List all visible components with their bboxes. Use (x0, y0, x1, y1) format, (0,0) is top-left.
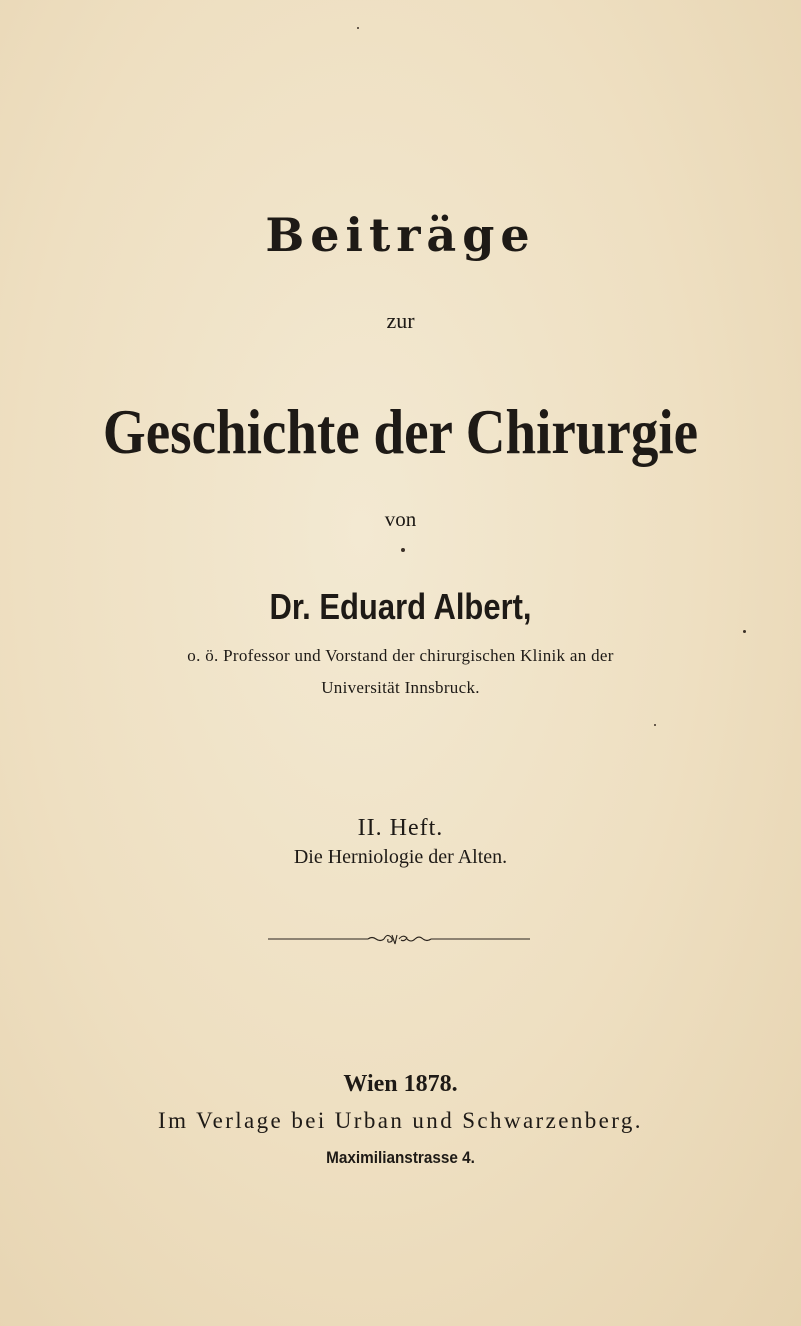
author-affiliation-line2: Universität Innsbruck. (321, 678, 480, 697)
ornamental-divider (268, 932, 530, 946)
author-name: Dr. Eduard Albert, (269, 586, 532, 627)
publisher: Im Verlage bei Urban und Schwarzenberg. (158, 1108, 643, 1133)
book-title: Beiträge (265, 208, 536, 262)
paper-speck (401, 548, 405, 552)
author-by: von (384, 507, 417, 531)
title-preposition: zur (386, 308, 415, 333)
issue-subtitle: Die Herniologie der Alten. (293, 846, 508, 868)
issue-number: II. Heft. (357, 815, 444, 841)
divider-flourish-icon (368, 935, 431, 944)
publication-place-year: Wien 1878. (343, 1071, 458, 1097)
paper-speck (357, 27, 359, 29)
author-affiliation-line1: o. ö. Professor und Vorstand der chirurgischen Klinik an der (187, 646, 614, 665)
publisher-address: Maximilianstrasse 4. (326, 1148, 475, 1167)
paper-speck (743, 630, 746, 633)
book-subject: Geschichte der Chirurgie (102, 396, 699, 467)
paper-speck (654, 724, 656, 726)
